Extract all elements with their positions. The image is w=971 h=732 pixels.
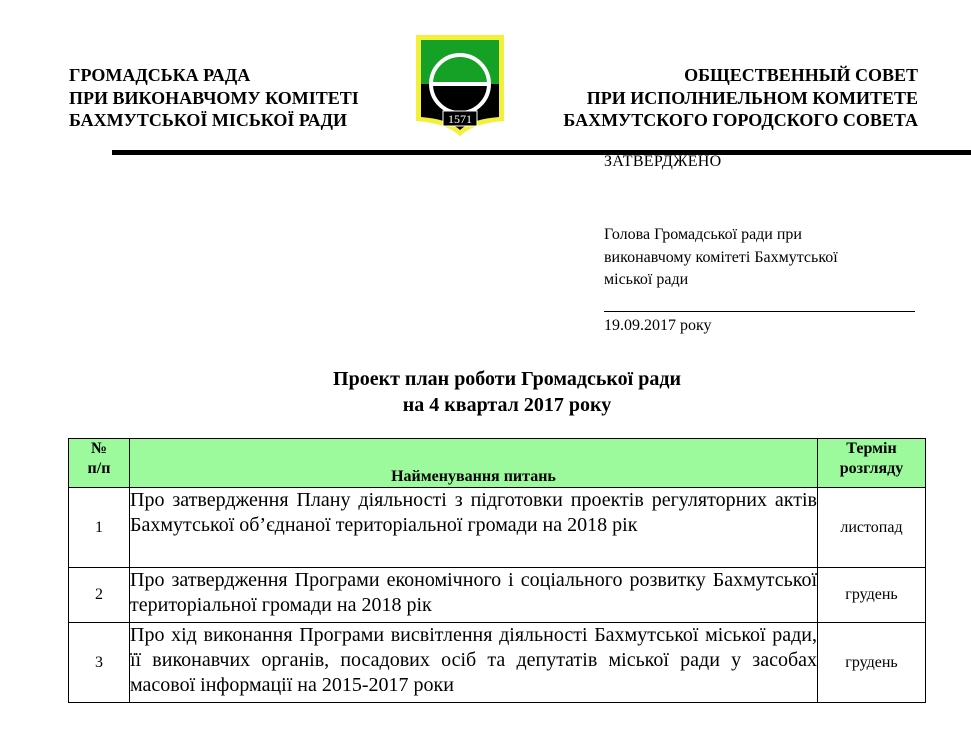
row-number: 3 — [69, 623, 130, 703]
row-term: грудень — [818, 568, 926, 623]
emblem-year: 1571 — [448, 112, 472, 126]
signature-line — [604, 311, 915, 312]
header-left-block — [69, 64, 359, 132]
approver-title-line: міської ради — [604, 271, 689, 288]
row-title: Про затвердження Програми економічного і соціального розвитку Бахмутської територіальної громади на 2018 рік — [130, 568, 818, 623]
table-row — [69, 623, 926, 703]
row-term: грудень — [818, 623, 926, 703]
column-header-title: Найменування питань — [130, 439, 818, 488]
header-right-block — [563, 64, 918, 132]
header-left-line: ГРОМАДСЬКА РАДА — [69, 65, 251, 85]
column-header-number-line: п/п — [87, 460, 111, 477]
approver-title-line: Голова Громадської ради при — [604, 226, 802, 243]
table-row — [69, 488, 926, 568]
column-header-term-line: розгляду — [839, 460, 904, 477]
header-divider — [112, 150, 971, 155]
table-header-row — [69, 439, 926, 488]
approval-date: 19.09.2017 року — [604, 317, 712, 334]
plan-title: Проект план роботи Громадської ради — [333, 368, 681, 390]
row-number: 2 — [69, 568, 130, 623]
row-number: 1 — [69, 488, 130, 568]
column-header-number-line: № — [90, 440, 108, 457]
column-header-number — [69, 439, 130, 488]
city-emblem-icon — [414, 33, 506, 139]
row-term: листопад — [818, 488, 926, 568]
row-title: Про хід виконання Програми висвітлення діяльності Бахмутської міської ради, її виконавчих органів, посадових осіб та депутатів міської ради у засобах масової інформації на 2015-2017 роки — [130, 623, 818, 703]
approved-stamp-text: ЗАТВЕРДЖЕНО — [604, 153, 722, 170]
column-header-term — [818, 439, 926, 488]
column-header-term-line: Термін — [846, 440, 897, 457]
header-right-line: ОБЩЕСТВЕННЫЙ СОВЕТ — [684, 65, 918, 85]
table-row — [69, 568, 926, 623]
plan-subtitle: на 4 квартал 2017 року — [402, 394, 612, 416]
row-title: Про затвердження Плану діяльності з підготовки проектів регуляторних актів Бахмутської об’єднаної територіальної громади на 2018 рік — [130, 488, 818, 568]
header-right-line: ПРИ ИСПОЛНИЕЛЬНОМ КОМИТЕТЕ — [586, 87, 918, 108]
header-right-line: БАХМУТСКОГО ГОРОДСКОГО СОВЕТА — [563, 110, 918, 130]
plan-table — [68, 438, 926, 703]
header-left-line: БАХМУТСЬКОЇ МІСЬКОЇ РАДИ — [69, 110, 347, 130]
header-left-line: ПРИ ВИКОНАВЧОМУ КОМІТЕТІ — [69, 87, 359, 108]
approver-title-line: виконавчому комітеті Бахмутської — [604, 248, 838, 266]
approver-title — [604, 224, 838, 292]
